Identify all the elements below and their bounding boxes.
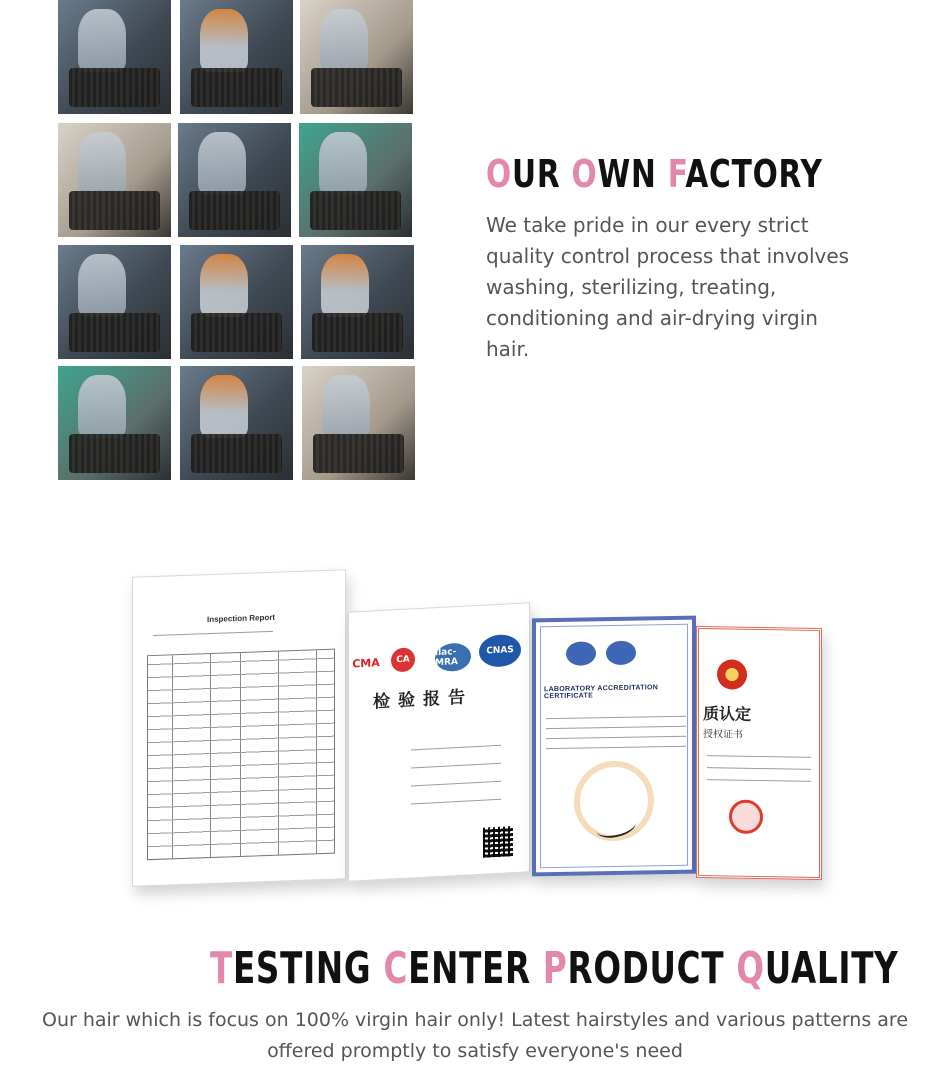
heading-initial: O <box>571 152 598 196</box>
text-line <box>707 755 811 758</box>
form-line <box>411 745 501 751</box>
ca-mark: CA <box>391 647 415 672</box>
report-table <box>147 649 335 861</box>
factory-photo-bundles <box>302 366 415 480</box>
laboratory-accreditation-certificate <box>532 616 696 877</box>
factory-photo-measuring <box>180 366 293 480</box>
factory-photo-sewing-machine <box>58 123 171 237</box>
heading-initial: Q <box>736 943 765 994</box>
heading-word-rest: UR <box>511 152 572 196</box>
heading-initial: F <box>667 152 686 196</box>
factory-photo-drying-rack <box>58 245 171 359</box>
qr-code-icon <box>483 826 513 858</box>
testing-heading <box>210 943 899 994</box>
heading-word-rest: ESTING <box>232 943 384 994</box>
accreditation-marks <box>349 631 529 680</box>
national-emblem-icon <box>717 659 747 690</box>
red-seal-icon <box>729 799 763 834</box>
factory-photo-grid <box>58 0 416 482</box>
factory-heading <box>486 152 823 196</box>
heading-initial: P <box>542 943 568 994</box>
heading-word-rest: WN <box>597 152 668 196</box>
heading-word-rest: UALITY <box>764 943 899 994</box>
heading-word-rest: ACTORY <box>685 152 823 196</box>
inspection-title: 检验报告 <box>373 687 473 713</box>
factory-photo-sewing-weft <box>178 123 291 237</box>
text-line <box>707 767 811 770</box>
inspection-report-certificate <box>132 569 346 886</box>
inspection-certificate <box>348 602 530 882</box>
heading-initial: O <box>486 152 512 196</box>
heading-initial: C <box>383 943 409 994</box>
report-rule <box>153 631 273 636</box>
factory-photo-hand-combing <box>180 245 293 359</box>
factory-photo-packing <box>300 0 413 114</box>
cma-mark: CMA <box>352 655 380 671</box>
form-line <box>411 781 501 787</box>
factory-photo-inspection <box>58 366 171 480</box>
form-line <box>411 799 501 805</box>
factory-description: We take pride in our every strict quality control process that involves washing, sterilizing, treating, conditioning and air-drying virgin hair. <box>486 213 850 361</box>
text-line <box>707 779 811 782</box>
certificates-collage <box>120 565 840 925</box>
factory-photo-washing <box>299 123 412 237</box>
form-line <box>411 763 501 769</box>
heading-initial: T <box>210 943 233 994</box>
lab-certificate-title: LABORATORY ACCREDITATION CERTIFICATE <box>544 684 659 701</box>
quality-title: 质认定 <box>703 704 752 724</box>
heading-word-rest: RODUCT <box>567 943 737 994</box>
quality-authorization-certificate <box>696 626 822 880</box>
cnas-mark: CNAS <box>479 634 521 668</box>
heading-word-rest: ENTER <box>408 943 543 994</box>
factory-photo-drying-room <box>301 245 414 359</box>
factory-photo-sorting-hair <box>58 0 171 114</box>
testing-description: Our hair which is focus on 100% virgin hair only! Latest hairstyles and various patterns are offered promptly to satisfy everyone's need <box>41 1009 909 1062</box>
report-heading: Inspection Report <box>206 612 275 625</box>
factory-photo-weft-work <box>180 0 293 114</box>
ilac-mra-mark: ilac-MRA <box>435 642 471 672</box>
quality-subtitle: 授权证书 <box>703 729 743 741</box>
